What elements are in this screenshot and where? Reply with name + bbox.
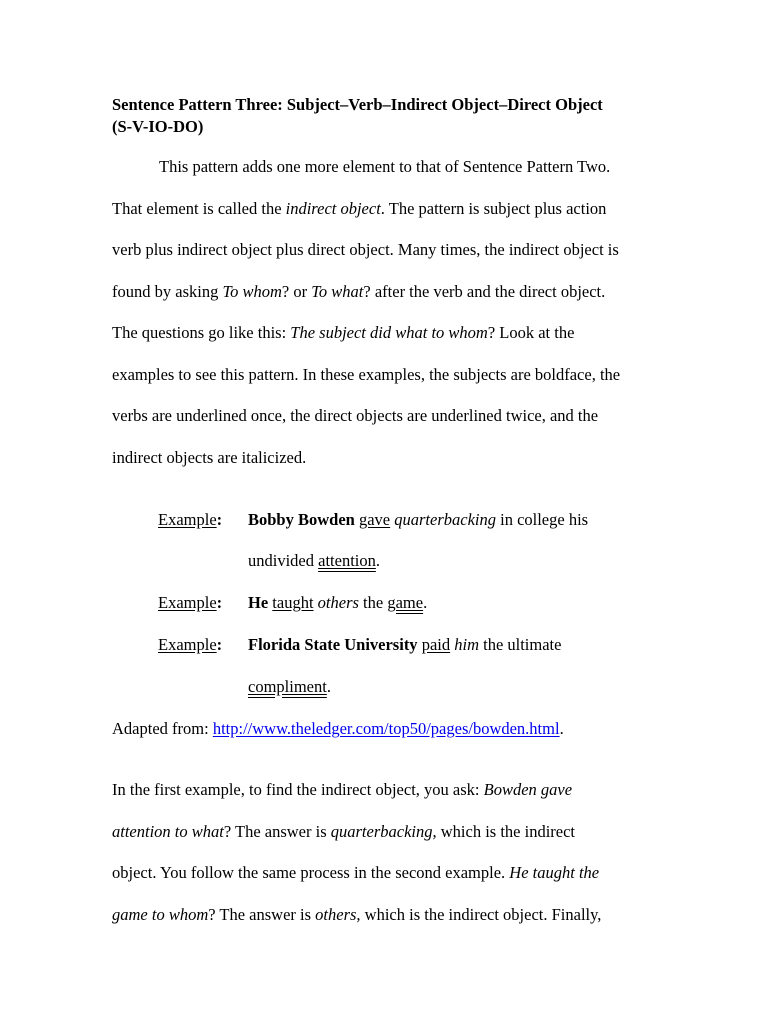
indirect-object: others xyxy=(317,593,359,612)
colon: : xyxy=(216,510,223,529)
text: the xyxy=(358,593,388,612)
text: ? The answer is xyxy=(208,905,316,924)
text: ? Look at the xyxy=(487,323,575,342)
example-word: Example xyxy=(158,593,217,612)
example-label xyxy=(158,510,222,530)
para2-line2 xyxy=(112,822,575,842)
text: which is the indirect xyxy=(436,822,576,841)
para2-line3 xyxy=(112,863,599,883)
example-sentence xyxy=(248,593,427,613)
example-sentence-cont xyxy=(248,551,380,571)
text: object. You follow the same process in the second example. xyxy=(112,863,510,882)
indirect-object: him xyxy=(454,635,479,654)
text: . xyxy=(559,719,564,738)
text: the ultimate xyxy=(478,635,562,654)
subject: He xyxy=(248,593,269,612)
colon: : xyxy=(216,593,223,612)
text: undivided xyxy=(248,551,319,570)
example-sentence xyxy=(248,635,561,655)
para1-line6: examples to see this pattern. In these examples, the subjects are boldface, the xyxy=(112,365,621,384)
example-sentence xyxy=(248,510,588,530)
example-label xyxy=(158,593,222,613)
direct-object: game xyxy=(387,593,424,612)
example-label xyxy=(158,635,222,655)
italic-term: game to whom xyxy=(112,905,209,924)
italic-term: The subject did what to whom xyxy=(290,323,488,342)
italic-term: He taught the xyxy=(509,863,600,882)
para2-line1 xyxy=(112,780,572,800)
text: In the first example, to find the indirect object, you ask: xyxy=(112,780,484,799)
text: ? after the verb and the direct object. xyxy=(363,282,606,301)
text: found by asking xyxy=(112,282,223,301)
verb: paid xyxy=(421,635,451,654)
text: . xyxy=(423,593,428,612)
text: That element is called the xyxy=(112,199,286,218)
italic-term: quarterbacking, xyxy=(330,822,437,841)
source-line xyxy=(112,719,564,739)
source-link[interactable]: http://www.theledger.com/top50/pages/bowden.html xyxy=(212,719,560,738)
text: which is the indirect object. Finally, xyxy=(360,905,602,924)
indirect-object: quarterbacking xyxy=(394,510,496,529)
example-word: Example xyxy=(158,510,217,529)
para1-line2 xyxy=(112,199,606,219)
text: The questions go like this: xyxy=(112,323,291,342)
para1-line8: indirect objects are italicized. xyxy=(112,448,307,467)
italic-term: To whom xyxy=(222,282,282,301)
para1-line5 xyxy=(112,323,574,343)
text: . xyxy=(375,551,380,570)
verb: taught xyxy=(272,593,314,612)
text: ? The answer is xyxy=(223,822,331,841)
para1-line4 xyxy=(112,282,605,302)
example-sentence-cont xyxy=(248,677,331,697)
example-word: Example xyxy=(158,635,217,654)
verb: gave xyxy=(358,510,391,529)
text: ? or xyxy=(281,282,312,301)
direct-object: compliment xyxy=(248,677,327,696)
section-heading: Sentence Pattern Three: Subject–Verb–Indirect Object–Direct Object xyxy=(112,95,603,114)
para1-line7: verbs are underlined once, the direct objects are underlined twice, and the xyxy=(112,406,599,425)
subject: Bobby Bowden xyxy=(248,510,355,529)
subject: Florida State University xyxy=(248,635,418,654)
italic-term: Bowden gave xyxy=(483,780,573,799)
italic-term: To what xyxy=(311,282,364,301)
section-heading-abbrev: (S-V-IO-DO) xyxy=(112,117,204,136)
para2-line4 xyxy=(112,905,601,925)
text: in college his xyxy=(495,510,589,529)
text: . The pattern is subject plus action xyxy=(380,199,607,218)
para1-line3: verb plus indirect object plus direct object. Many times, the indirect object is xyxy=(112,240,619,259)
colon: : xyxy=(216,635,223,654)
para1-line1: This pattern adds one more element to that of Sentence Pattern Two. xyxy=(159,157,611,176)
italic-term: others, xyxy=(315,905,361,924)
text: . xyxy=(326,677,331,696)
source-prefix: Adapted from: xyxy=(112,719,213,738)
italic-term: attention to what xyxy=(112,822,224,841)
italic-term: indirect object xyxy=(285,199,381,218)
direct-object: attention xyxy=(318,551,376,570)
